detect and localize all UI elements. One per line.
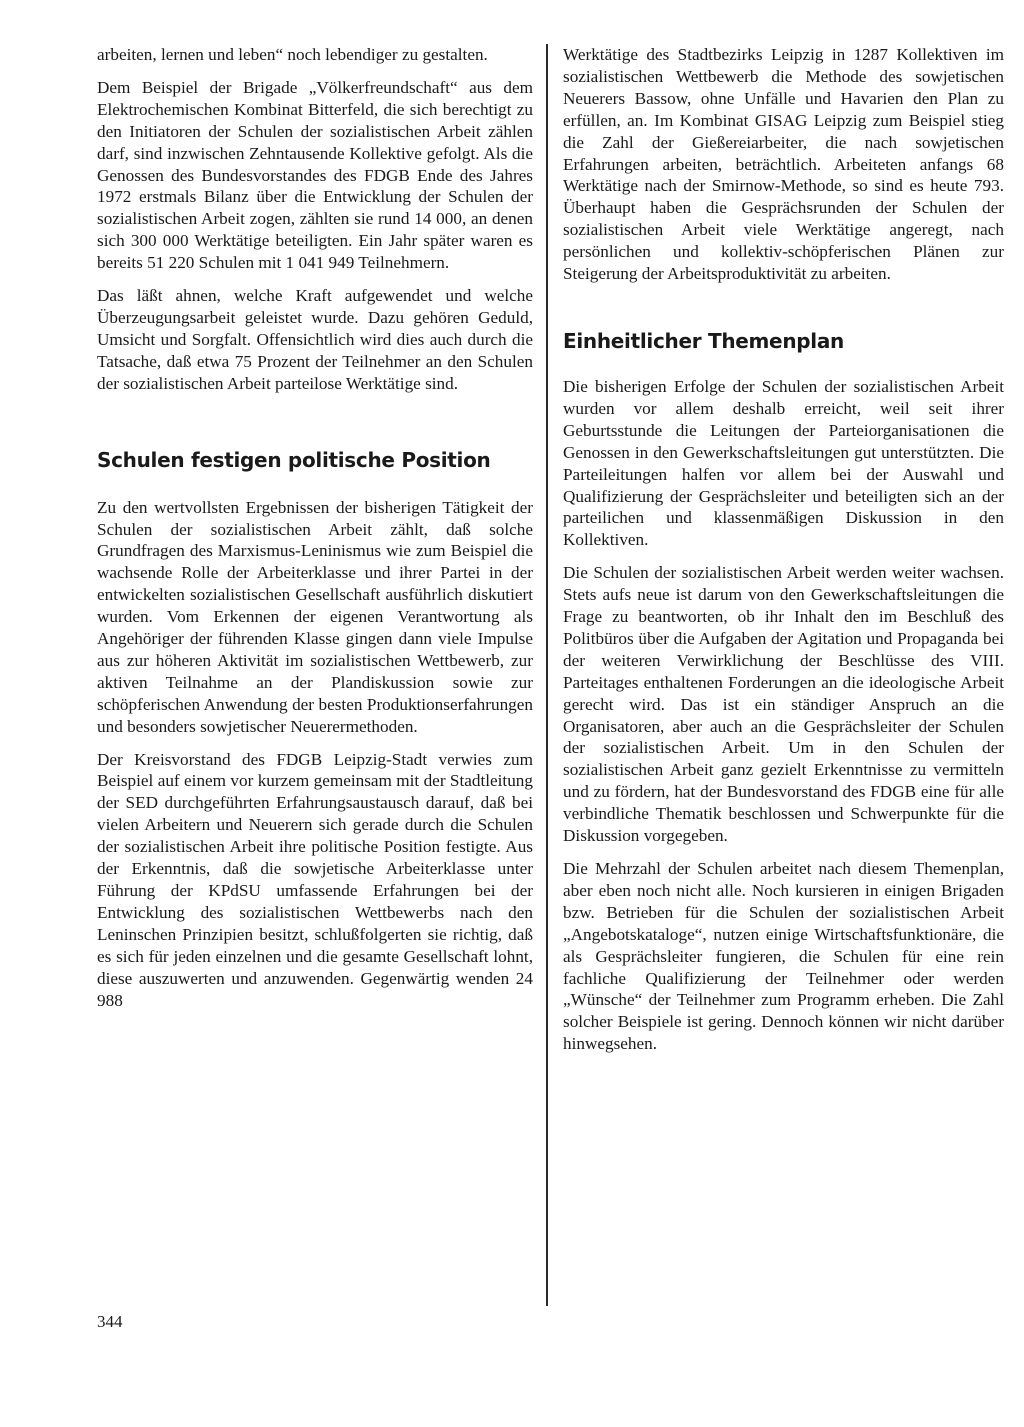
left-paragraph-5: Der Kreisvorstand des FDGB Leipzig-Stadt verwies zum Beispiel auf einem vor kurzem gemeinsam mit der Stadtleitung der SED durchgeführten Erfahrungsaustausch darauf, daß bei vielen Arbeitern und Neuerern sich gerade durch die Schulen der sozialistischen Arbeit ihre politische Position festigte. Aus der Erkenntnis, daß die sowjetische Arbeiterklasse unter Führung der KPdSU umfassende Erfahrungen bei der Entwicklung des sozialistischen Wettbewerbs nach den Leninschen Prinzipien besitzt, schlußfolgerten sie richtig, daß es sich für jeden einzelnen und die gesamte Gesellschaft lohnt, diese auszuwerten und anzuwenden. Gegenwärtig wenden 24 988 bbox=[97, 749, 533, 1010]
left-paragraph-2: Dem Beispiel der Brigade „Völkerfreundschaft“ aus dem Elektrochemischen Kombinat Bitterfeld, die sich berechtigt zu den Initiatoren der Schulen der sozialistischen Arbeit zählen darf, sind inzwischen Zehntausende Kollektive gefolgt. Als die Genossen des Bundesvorstandes des FDGB Ende des Jahres 1972 erstmals Bilanz über die Entwicklung der Schulen der sozialistischen Arbeit zogen, zählten sie rund 14 000, an denen sich 300 000 Werktätige beteiligten. Ein Jahr später waren es bereits 51 220 Schulen mit 1 041 949 Teilnehmern. bbox=[97, 77, 533, 273]
right-paragraph-3: Die Schulen der sozialistischen Arbeit werden weiter wachsen. Stets aufs neue ist darum von den Gewerkschaftsleitungen die Frage zu beantworten, ob ihr Inhalt den im Beschluß des Politbüros über die Aufgaben der Agitation und Propaganda bei der weiteren Verwirklichung der Beschlüsse des VIII. Parteitages enthaltenen Forderungen an die ideologische Arbeit gerecht wird. Das ist ein ständiger Anspruch an die Organisatoren, aber auch an die Gesprächsleiter der Schulen der sozialistischen Arbeit. Um in den Schulen der sozialistischen Arbeit ganz gezielt Erkenntnisse zu vermitteln und zu fördern, hat der Bundesvorstand des FDGB eine für alle verbindliche Thematik beschlossen und Schwerpunkte für die Diskussion vorgegeben. bbox=[563, 563, 1004, 846]
right-paragraph-2: Die bisherigen Erfolge der Schulen der sozialistischen Arbeit wurden vor allem deshalb erreicht, weil seit ihrer Geburtsstunde die Leitungen der Parteiorganisationen die Genossen in den Gewerkschaftsleitungen gut unterstützten. Die Parteileitungen halfen vor allem bei der Auswahl und Qualifizierung der Gesprächsleiter und beteiligten sich an der parteilichen und klassenmäßigen Diskussion in den Kollektiven. bbox=[563, 376, 1004, 550]
left-column bbox=[97, 44, 533, 1022]
page-number: 344 bbox=[97, 1312, 123, 1331]
right-paragraph-1: Werktätige des Stadtbezirks Leipzig in 1287 Kollektiven im sozialistischen Wettbewerb die Methode des sowjetischen Neuerers Bassow, ohne Unfälle und Havarien den Plan zu erfüllen, an. Im Kombinat GISAG Leipzig zum Beispiel stieg die Zahl der Gießereiarbeiter, die nach sowjetischen Erfahrungen arbeiten, beträchtlich. Arbeiteten anfangs 68 Werktätige nach der Smirnow-Methode, so sind es heute 793. Überhaupt haben die Gesprächsrunden der Schulen der sozialistischen Arbeit viele Werktätige angeregt, nach persönlichen und kollektiv-schöpferischen Plänen zur Steigerung der Arbeitsproduktivität zu arbeiten. bbox=[563, 45, 1004, 284]
section-heading-schulen: Schulen festigen politische Position bbox=[97, 447, 491, 472]
section-heading-themenplan: Einheitlicher Themenplan bbox=[563, 328, 844, 353]
left-paragraph-1: arbeiten, lernen und leben“ noch lebendiger zu gestalten. bbox=[97, 45, 488, 64]
left-paragraph-4: Zu den wertvollsten Ergebnissen der bisherigen Tätigkeit der Schulen der sozialistischen Arbeit zählt, daß solche Grundfragen des Marxismus-Leninismus wie zum Beispiel die wachsende Rolle der Arbeiterklasse und ihrer Partei in der entwickelten sozialistischen Gesellschaft ausführlich diskutiert wurden. Vom Erkennen der eigenen Verantwortung als Angehöriger der führenden Klasse gingen dann viele Impulse aus zur höheren Aktivität im sozialistischen Wettbewerb, zur aktiven Teilnahme an der Plandiskussion sowie zur schöpferischen Anwendung der besten Produktionserfahrungen und besonders sowjetischer Neuerermethoden. bbox=[97, 497, 533, 736]
right-paragraph-4: Die Mehrzahl der Schulen arbeitet nach diesem Themenplan, aber eben noch nicht alle. Noch kursieren in einigen Brigaden bzw. Betrieben für die Schulen der sozialistischen Arbeit „Angebotskataloge“, nutzen einige Wirtschaftsfunktionäre, die als Gesprächsleiter fungieren, die Schulen für eine rein fachliche Qualifizierung der Teilnehmer oder werden „Wünsche“ der Teilnehmer zum Programm erheben. Die Zahl solcher Beispiele ist gering. Dennoch können wir nicht darüber hinwegsehen. bbox=[563, 859, 1004, 1054]
column-divider bbox=[546, 44, 548, 1306]
right-column bbox=[563, 44, 1004, 1066]
left-paragraph-3: Das läßt ahnen, welche Kraft aufgewendet und welche Überzeugungsarbeit geleistet wurde. Dazu gehören Geduld, Umsicht und Sorgfalt. Offensichtlich wird dies auch durch die Tatsache, daß etwa 75 Prozent der Teilnehmer an den Schulen der sozialistischen Arbeit parteilose Werktätige sind. bbox=[97, 286, 533, 393]
